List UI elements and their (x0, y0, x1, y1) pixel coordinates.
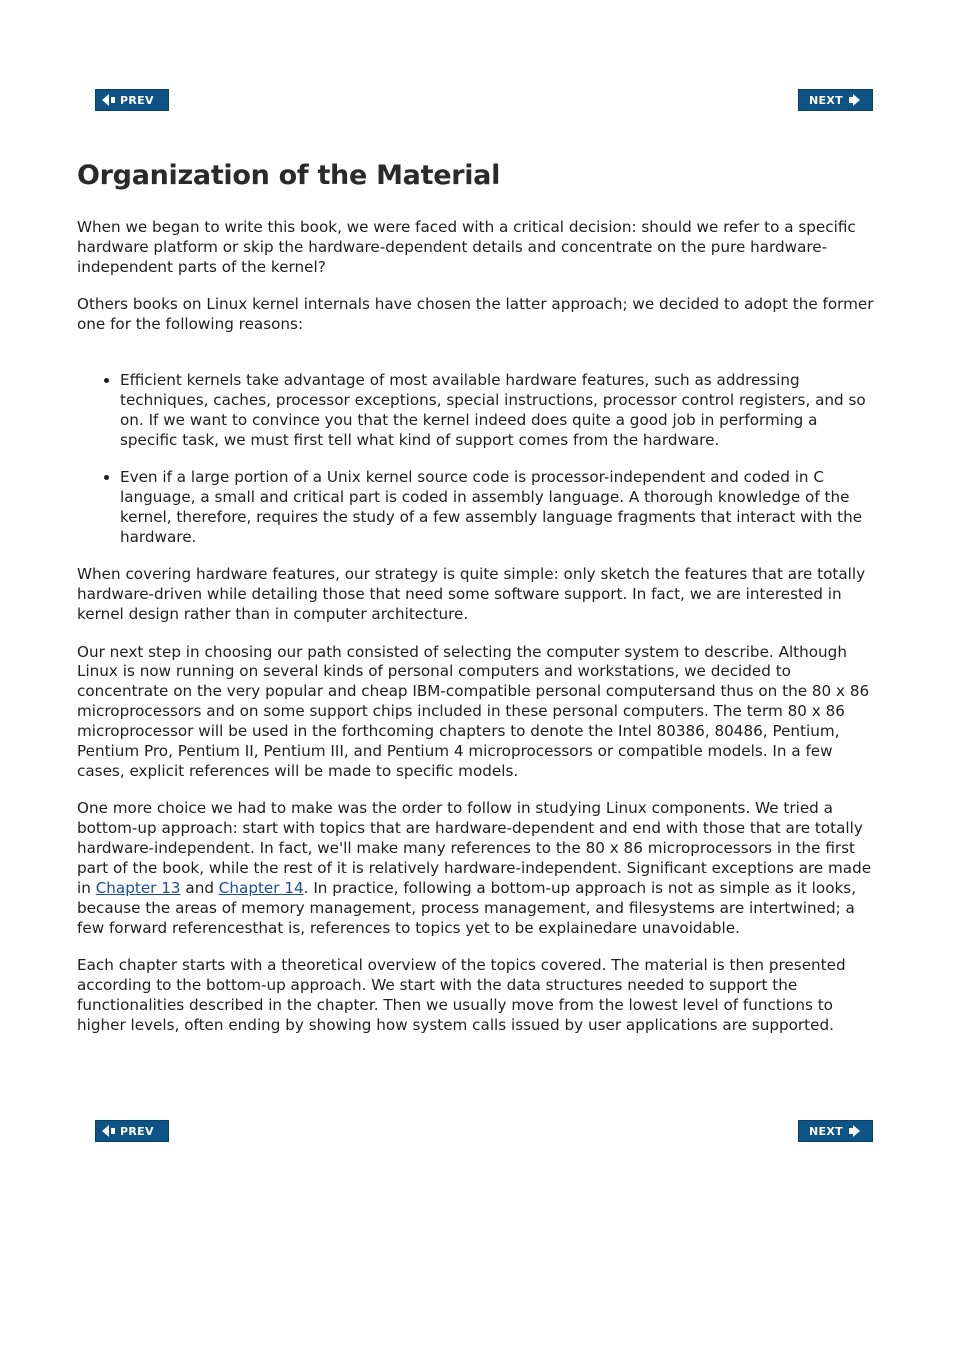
arrow-right-icon (853, 1125, 860, 1137)
prev-button-label: PREV (120, 93, 154, 107)
next-button[interactable] (798, 1120, 873, 1142)
page-title: Organization of the Material (77, 160, 501, 191)
arrow-left-icon-tail (111, 1128, 115, 1134)
main-content (77, 218, 877, 1053)
arrow-right-icon (853, 94, 860, 106)
paragraph-reasons: Others books on Linux kernel internals have chosen the latter approach; we decided to adopt the former one for the following reasons: (77, 295, 874, 334)
chapter-14-link[interactable]: Chapter 14 (218, 878, 304, 897)
arrow-left-icon-tail (111, 97, 115, 103)
list-item: • Even if a large portion of a Unix kernel source code is processor-independent and coded in C language, a small and critical part is coded in assembly language. A thorough knowledge of the kernel, therefore, requires the study of a few assembly language fragments that interact with the hardware. (120, 468, 877, 548)
next-button-label: NEXT (809, 1124, 843, 1138)
paragraph-order (77, 799, 877, 938)
paragraph-strategy: When covering hardware features, our strategy is quite simple: only sketch the features that are totally hardware-driven while detailing those that need some software support. In fact, we are interested in kernel design rather than in computer architecture. (77, 565, 866, 624)
paragraph-order-text-2: and (180, 878, 219, 897)
prev-button[interactable] (95, 1120, 169, 1142)
prev-button[interactable] (95, 89, 169, 111)
bottom-navigation (95, 1120, 873, 1142)
arrow-left-icon (102, 1125, 109, 1137)
paragraph-system: Our next step in choosing our path consisted of selecting the computer system to describe. Although Linux is now running on several kinds of personal computers and workstations, we decided to concentrate on the very popular and cheap IBM-compatible personal computersand thus on the 80 x 86 microprocessors and on some support chips included in these personal computers. The term 80 x 86 microprocessor will be used in the forthcoming chapters to denote the Intel 80386, 80486, Pentium, Pentium Pro, Pentium II, Pentium III, and Pentium 4 microprocessors or compatible models. In a few cases, explicit references will be made to specific models. (77, 642, 870, 780)
prev-button-label: PREV (120, 1124, 154, 1138)
reasons-list (77, 371, 877, 548)
paragraph-intro: When we began to write this book, we were faced with a critical decision: should we refer to a specific hardware platform or skip the hardware-dependent details and concentrate on the pure hardware-independent parts of the kernel? (77, 218, 856, 276)
next-button-label: NEXT (809, 93, 843, 107)
top-navigation (95, 89, 873, 111)
paragraph-order-text-3: . In practice, following a bottom-up approach is not as simple as it looks, because the areas of memory management, process management, and filesystems are intertwined; a few forward referencesthat is, references to topics yet to be explainedare unavoidable. (77, 878, 857, 937)
chapter-13-link[interactable]: Chapter 13 (95, 878, 181, 897)
paragraph-chapter-structure: Each chapter starts with a theoretical overview of the topics covered. The material is then presented according to the bottom-up approach. We start with the data structures needed to support the functionalities described in the chapter. Then we usually move from the lowest level of functions to higher levels, often ending by showing how system calls issued by user applications are supported. (77, 956, 846, 1034)
arrow-left-icon (102, 94, 109, 106)
next-button[interactable] (798, 89, 873, 111)
paragraph-order-text-1: One more choice we had to make was the order to follow in studying Linux components. We tried a bottom-up approach: start with topics that are hardware-dependent and end with those that are totally hardware-independent. In fact, we'll make many references to the 80 x 86 microprocessors in the first part of the book, while the rest of it is relatively hardware-independent. Significant exceptions are made in (77, 799, 872, 897)
list-item: • Efficient kernels take advantage of most available hardware features, such as addressing techniques, caches, processor exceptions, special instructions, processor control registers, and so on. If we want to convince you that the kernel indeed does quite a good job in performing a specific task, we must first tell what kind of support comes from the hardware. (120, 371, 877, 451)
